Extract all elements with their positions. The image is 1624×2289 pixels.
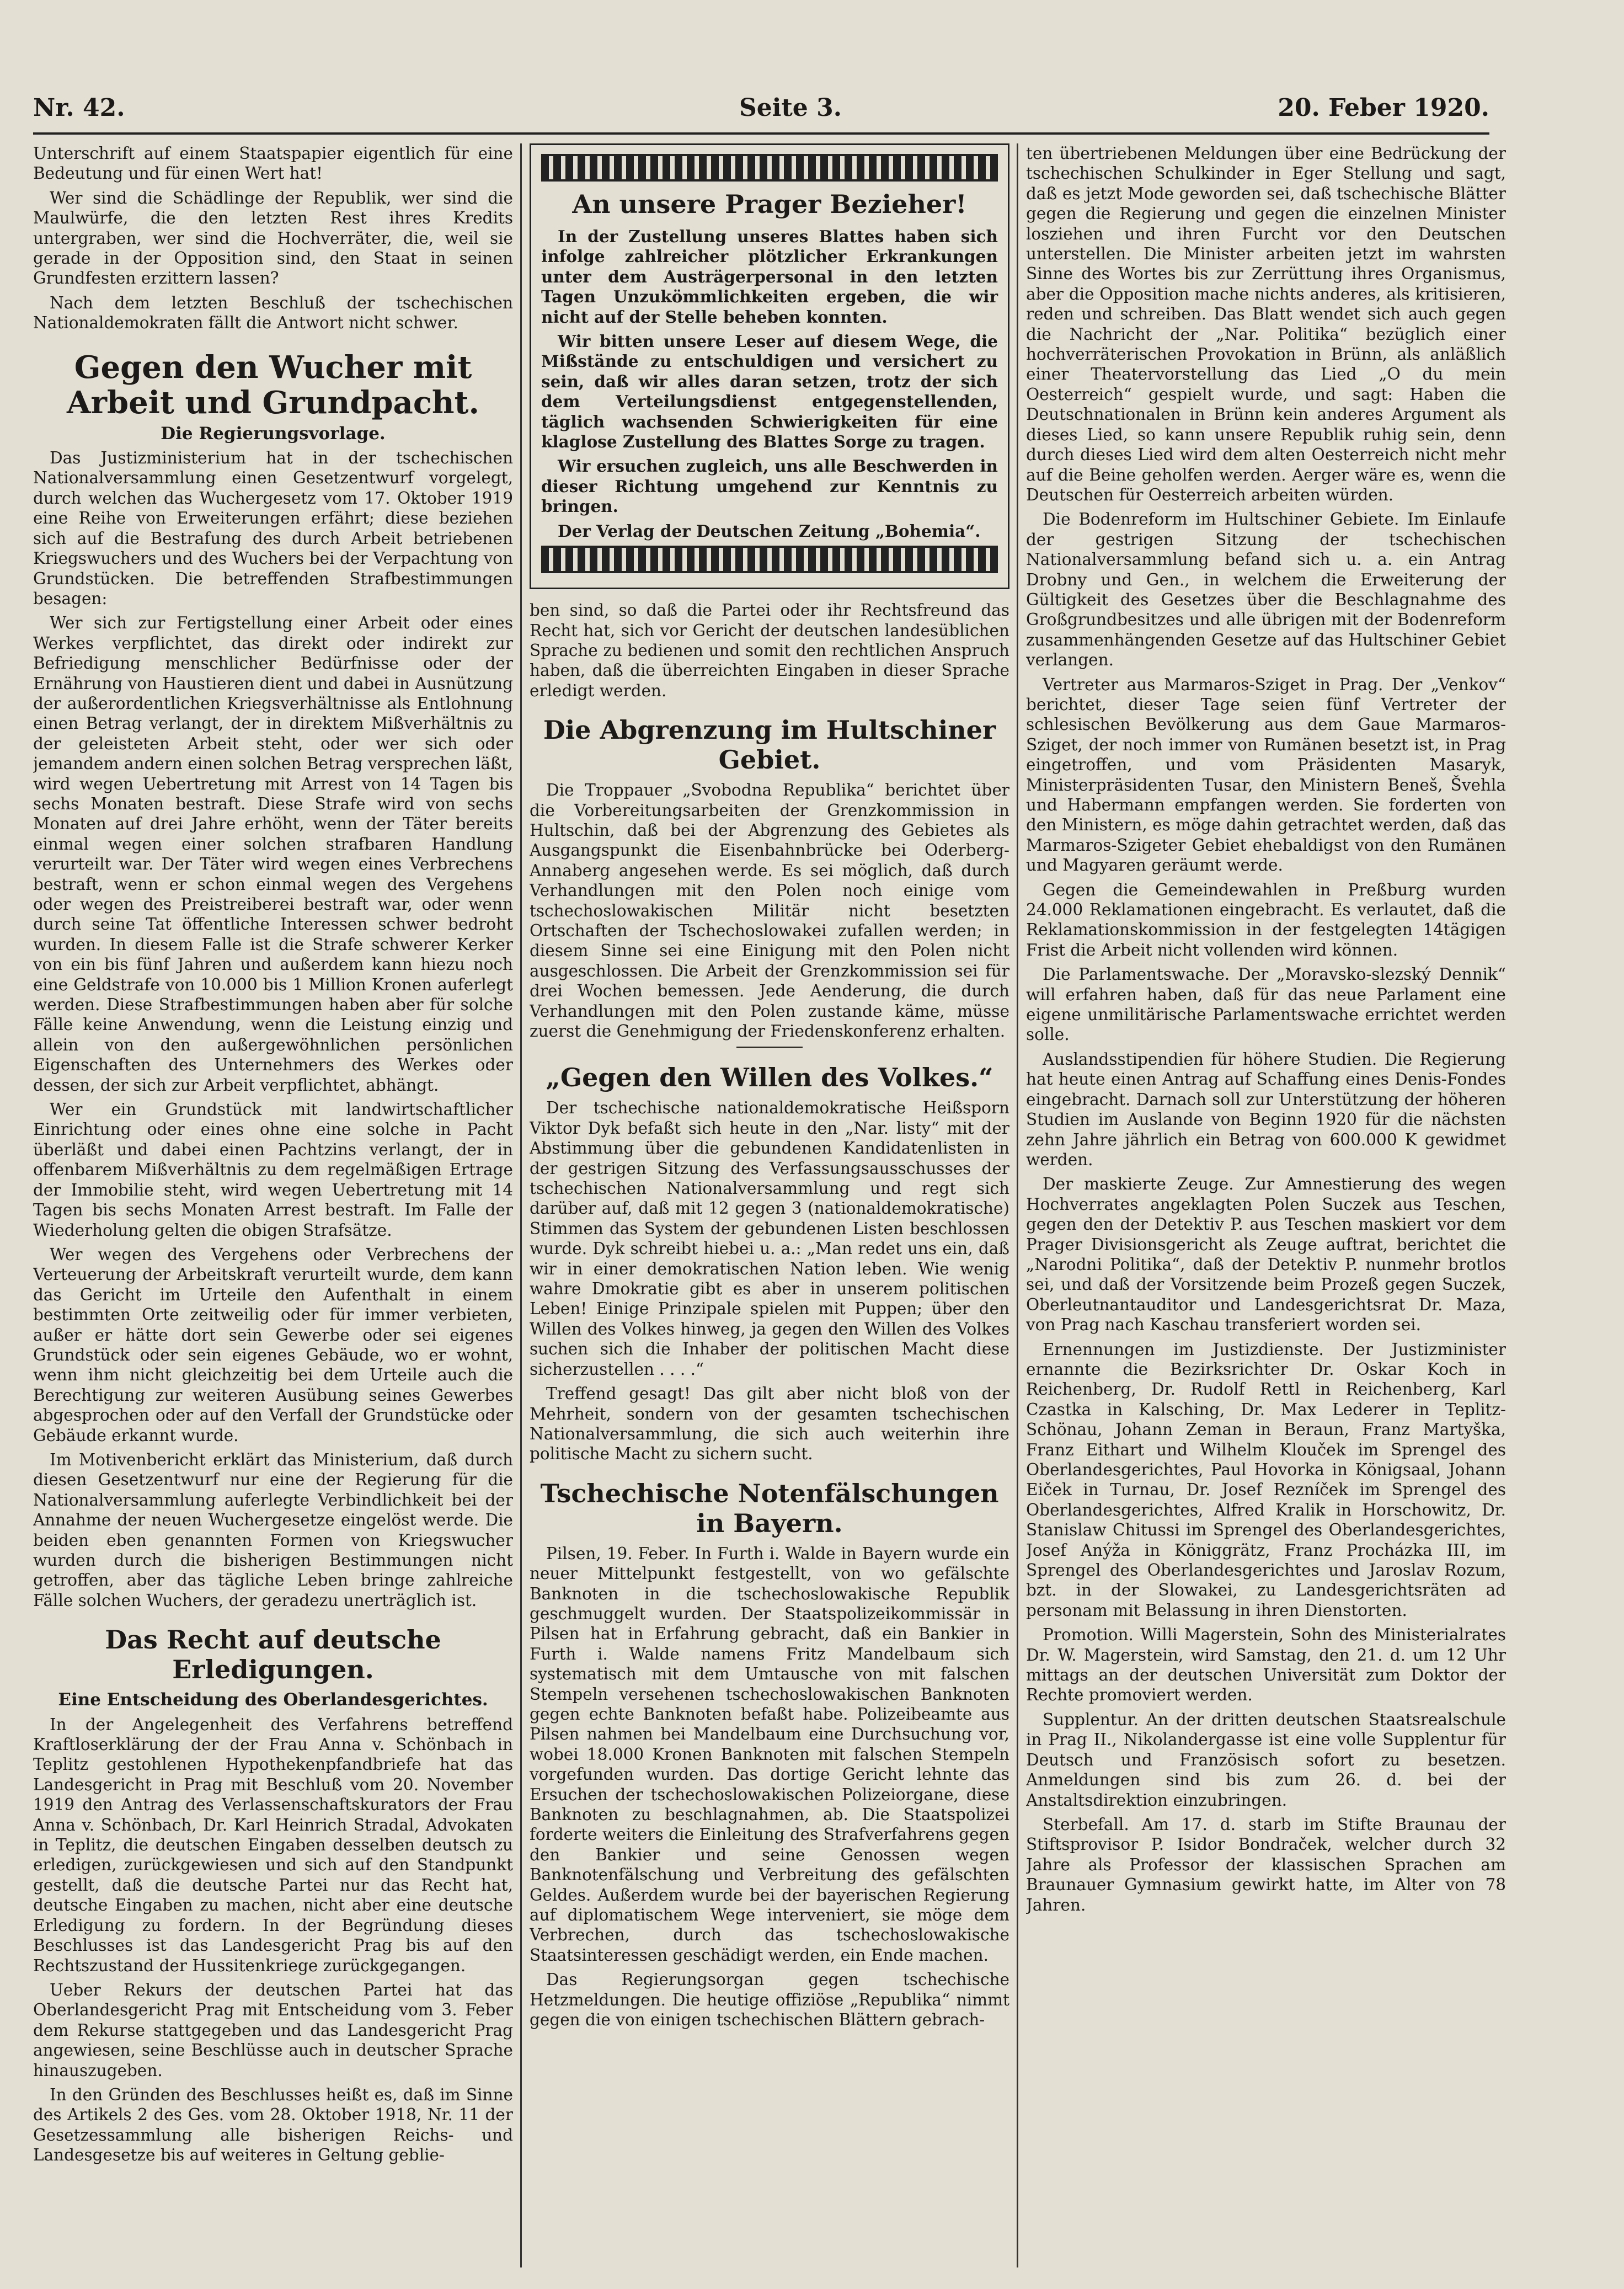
page-number: Seite 3.	[739, 94, 842, 122]
article-headline: „Gegen den Willen des Volkes.“	[546, 1063, 993, 1093]
paragraph: ben sind, so daß die Partei oder ihr Rechtsfreund das Recht hat, sich vor Gericht der deutschen landesüblichen Sprache zu bedienen und somit den rechtlichen Anspruch haben, daß die überreichten Eingaben in dieser Sprache erledigt werden.	[530, 601, 1009, 700]
paragraph: Wir bitten unsere Leser auf diesem Wege, die Mißstände zu entschuldigen und versichert zu sein, daß wir alles daran setzen, trotz der sich dem Verteilungsdienst entgegenstellenden, täglich wachsenden Schwierigkeiten für eine klaglose Zustellung des Blattes Sorge zu tragen.	[541, 332, 998, 452]
paragraph: Ueber Rekurs der deutschen Partei hat das Oberlandesgericht Prag mit Entscheidung vom 3. Feber dem Rekurse stattgegeben und das Landesgericht Prag angewiesen, seine Beschlüsse auch in deutscher Sprache hinauszugeben.	[33, 1980, 513, 2080]
paragraph: In der Zustellung unseres Blattes haben sich infolge zahlreicher plötzlicher Erkrankungen unter dem Austrägerpersonal in den letzten Tagen Unzukömmlichkeiten ergeben, die wir nicht auf der Stelle beheben konnten.	[541, 227, 998, 327]
paragraph: In den Gründen des Beschlusses heißt es, daß im Sinne des Artikels 2 des Ges. vom 28. Oktober 1918, Nr. 11 der Gesetzessammlung alle bisherigen Reichs- und Landesgesetze bis auf weiteres in Geltung geblie-	[33, 2085, 513, 2165]
article-headline: Tschechische Notenfälschungen in Bayern.	[540, 1478, 999, 1538]
issue-date: 20. Feber 1920.	[1278, 94, 1489, 122]
paragraph: Die Troppauer „Svobodna Republika“ berichtet über die Vorbereitungsarbeiten der Grenzkommission in Hultschin, daß bei der Abgrenzung des Gebietes als Ausgangspunkt die Eisenbahnbrücke bei Oderberg-Annaberg angesehen werde. Es sei möglich, daß durch Verhandlungen mit den Polen noch einige vom tschechoslowakischen Militär nicht besetzten Ortschaften der Tschechoslowakei zufallen werden; in diesem Sinne sei eine Einigung mit den Polen nicht ausgeschlossen. Die Arbeit der Grenzkommission sei für drei Wochen bemessen. Jede Aenderung, die durch Verhandlungen mit den Polen zustande käme, müsse zuerst die Genehmigung der Friedenskonferenz erhalten.	[530, 781, 1009, 1041]
paragraph: Das Justizministerium hat in der tschechischen Nationalversammlung einen Gesetzentwurf vorgelegt, durch welchen das Wuchergesetz vom 17. Oktober 1919 eine Reihe von Erweiterungen erfährt; diese beziehen sich auf die Bestrafung des durch Arbeit betriebenen Kriegswuchers und des Wuchers bei der Verpachtung von Grundstücken. Die betreffenden Strafbestimmungen besagen:	[33, 449, 513, 608]
news-item: Promotion. Willi Magerstein, Sohn des Ministerialrates Dr. W. Magerstein, wird Samstag, den 21. d. um 12 Uhr mittags an der deutschen Universität zum Doktor der Rechte promoviert werden.	[1026, 1625, 1506, 1705]
paragraph: Das Regierungsorgan gegen tschechische Hetzmeldungen. Die heutige offiziöse „Republika“ nimmt gegen die von einigen tschechischen Blättern gebrach-	[530, 1970, 1009, 2030]
news-item: Vertreter aus Marmaros-Sziget in Prag. Der „Venkov“ berichtet, dieser Tage seien fünf Vertreter der schlesischen Bevölkerung aus dem Gaue Marmaros-Sziget, der noch immer von Rumänen besetzt ist, in Prag eingetroffen, und vom Präsidenten Masaryk, Ministerpräsidenten Tusar, den Ministern Beneš, Švehla und Habermann empfangen werden. Sie forderten von den Ministern, es möge dahin getrachtet werden, daß das Marmaros-Szigeter Gebiet ehebaldigst von den Rumänen und Magyaren geräumt werde.	[1026, 675, 1506, 875]
column-divider	[1017, 143, 1018, 2267]
article-subheadline: Eine Entscheidung des Oberlandesgerichtes.	[58, 1690, 488, 1710]
paragraph: Wer ein Grundstück mit landwirtschaftlicher Einrichtung oder eines ohne eine solche in Pacht überläßt und dabei einen Pachtzins verlangt, der in offenbarem Mißverhältnis zu dem regelmäßigen Ertrage der Immobilie steht, wird wegen Uebertretung mit 14 Tagen bis sechs Monaten Arrest bestraft. Im Falle der Wiederholung gelten die obigen Strafsätze.	[33, 1100, 513, 1240]
paragraph: Wer sind die Schädlinge der Republik, wer sind die Maulwürfe, die den letzten Rest ihres Kredits untergraben, wer sind die Hochverräter, die, weil sie gerade in der Opposition sind, den Staat in seinen Grundfesten erzittern lassen?	[33, 188, 513, 288]
article-headline: Gegen den Wucher mit Arbeit und Grundpacht.	[67, 349, 479, 421]
paragraph: Nach dem letzten Beschluß der tschechischen Nationaldemokraten fällt die Antwort nicht schwer.	[33, 293, 513, 333]
news-item: Die Bodenreform im Hultschiner Gebiete. Im Einlaufe der gestrigen Sitzung der tschechischen Nationalversammlung befand sich u. a. ein Antrag Drobny und Gen., in welchem die Erweiterung der Gültigkeit des Gesetzes über die Beschlagnahme des Großgrundbesitzes und alle übrigen mit der Bodenreform zusammenhängenden Gesetze auf das Hultschiner Gebiet verlangen.	[1026, 510, 1506, 670]
ornament-border	[541, 154, 998, 182]
paragraph: Wer wegen des Vergehens oder Verbrechens der Verteuerung der Arbeitskraft verurteilt wurde, dem kann das Gericht im Urteile den Aufenthalt in einem bestimmten Orte zeitweilig oder für immer verbieten, außer er hätte dort sein Gewerbe oder sei eigenes Grundstück oder sein eigenes Gebäude, wo er wohnt, wenn ihm nicht gleichzeitig bei dem Urteile auch die Berechtigung zur weiteren Ausübung seines Gewerbes abgesprochen oder auf den Verfall der Grundstücke oder Gebäude erkannt wurde.	[33, 1245, 513, 1445]
article-headline: Die Abgrenzung im Hultschiner Gebiet.	[543, 715, 996, 775]
paragraph: Wer sich zur Fertigstellung einer Arbeit oder eines Werkes verpflichtet, das direkt oder indirekt zur Befriedigung menschlicher Bedürfnisse oder der Ernährung von Haustieren dient und dabei in Ausnützung der außerordentlichen Kriegsverhältnisse als Entlohnung einen Betrag verlangt, der in direktem Mißverhältnis zu der geleisteten Arbeit steht, oder wer sich oder jemandem andern einen solchen Betrag versprechen läßt, wird wegen Uebertretung mit Arrest von 14 Tagen bis sechs Monaten bestraft. Diese Strafe wird von sechs Monaten auf drei Jahre erhöht, wenn der Täter bereits einmal wegen einer solchen strafbaren Handlung verurteilt war. Der Täter wird wegen eines Verbrechens bestraft, wenn er schon einmal wegen des Vergehens oder wegen des Preistreiberei bestraft war, oder wenn durch seine Tat öffentliche Interessen schwer bedroht wurden. In diesem Falle ist die Strafe schwerer Kerker von ein bis fünf Jahren und außerdem kann hiezu noch eine Geldstrafe von 10.000 bis 1 Million Kronen auferlegt werden. Diese Strafbestimmungen haben aber für solche Fälle keine Anwendung, wenn die Leistung einzig und allein von den außergewöhnlichen persönlichen Eigenschaften des Unternehmers des Werkes oder dessen, der sich zur Arbeit verpflichtet, abhängt.	[33, 613, 513, 1095]
issue-number: Nr. 42.	[33, 94, 125, 122]
paragraph: Wir ersuchen zugleich, uns alle Beschwerden in dieser Richtung umgehend zur Kenntnis zu bringen.	[541, 456, 998, 516]
news-item: Auslandsstipendien für höhere Studien. Die Regierung hat heute einen Antrag auf Schaffung eines Denis-Fondes eingebracht. Darnach soll zur Unterstützung der höheren Studien im Auslande von Beginn 1920 für die nächsten zehn Jahre jährlich ein Betrag von 600.000 K gewidmet werden.	[1026, 1049, 1506, 1169]
column-3	[1026, 143, 1506, 2273]
article-subheadline: Die Regierungsvorlage.	[161, 423, 386, 444]
news-item: Gegen die Gemeindewahlen in Preßburg wurden 24.000 Reklamationen eingebracht. Es verlautet, daß die Reklamationskommission in der festgelegten 14tägigen Frist die Arbeit nicht vollenden wird können.	[1026, 880, 1506, 959]
paragraph: Unterschrift auf einem Staatspapier eigentlich für eine Bedeutung und für einen Wert hat!	[33, 144, 513, 183]
news-item: Sterbefall. Am 17. d. starb im Stifte Braunau der Stiftsprovisor P. Isidor Bondraček, welcher durch 32 Jahre als Professor der klassischen Sprachen am Braunauer Gymnasium gewirkt hatte, im Alter von 78 Jahren.	[1026, 1815, 1506, 1914]
paragraph: Pilsen, 19. Feber. In Furth i. Walde in Bayern wurde ein neuer Mittelpunkt festgestellt, von wo gefälschte Banknoten in die tschechoslowakische Republik geschmuggelt wurden. Der Staatspolizeikommissär in Pilsen hat in Erfahrung gebracht, daß ein Bankier in Furth i. Walde namens Fritz Mandelbaum sich systematisch mit dem Umtausche von mit falschen Stempeln versehenen tschechoslowakischen Banknoten gegen echte Banknoten befaßt habe. Polizeibeamte aus Pilsen nahmen bei Mandelbaum eine Durchsuchung vor, wobei 18.000 Kronen Banknoten mit falschen Stempeln vorgefunden wurden. Das dortige Gericht lehnte das Ersuchen der tschechoslowakischen Polizeiorgane, diese Banknoten zu beschlagnahmen, ab. Die Staatspolizei forderte weiters die Einleitung des Strafverfahrens gegen den Bankier und seine Genossen wegen Banknotenfälschung und Verbreitung des gefälschten Geldes. Außerdem wurde bei der bayerischen Regierung auf diplomatischem Wege interveniert, sie möge dem Verbrechen, durch das tschechoslowakische Staatsinteressen geschädigt werden, ein Ende machen.	[530, 1544, 1009, 1965]
news-item: Der maskierte Zeuge. Zur Amnestierung des wegen Hochverrates angeklagten Polen Suczek aus Teschen, gegen den der Detektiv P. aus Teschen maskiert vor dem Prager Divisionsgericht als Zeuge auftrat, berichtet die „Narodni Politika“, daß der Detektiv P. nunmehr brotlos sei, und daß der Vorsitzende beim Prozeß gegen Suczek, Oberleutnantauditor und Landesgerichtsrat Dr. Maza, von Prag nach Kaschau transferiert worden sei.	[1026, 1175, 1506, 1335]
column-1	[33, 143, 513, 2273]
news-item: Die Parlamentswache. Der „Moravsko-slezský Dennik“ will erfahren haben, daß für das neue Parlament eine eigene unmilitärische Parlamentswache errichtet werden solle.	[1026, 965, 1506, 1044]
news-item: Supplentur. An der dritten deutschen Staatsrealschule in Prag II., Nikolandergasse ist eine volle Supplentur für Deutsch und Französisch sofort zu besetzen. Anmeldungen sind bis zum 26. d. bei der Anstaltsdirektion einzubringen.	[1026, 1710, 1506, 1810]
notice-box	[530, 143, 1009, 589]
header-rule	[33, 132, 1489, 135]
article-headline: Das Recht auf deutsche Erledigungen.	[105, 1625, 441, 1685]
separator	[736, 1047, 803, 1048]
news-item: Ernennungen im Justizdienste. Der Justizminister ernannte die Bezirksrichter Dr. Oskar Koch in Reichenberg, Dr. Rudolf Rettl in Reichenberg, Karl Czastka in Kalsching, Dr. Max Lederer in Teplitz-Schönau, Johann Zeman in Beraun, Franz Martyška, Franz Eithart und Wilhelm Klouček im Sprengel des Oberlandesgerichtes, Paul Hovorka in Königsaal, Johann Eiček in Turnau, Dr. Josef Rezníček im Sprengel des Oberlandesgerichtes, Alfred Kralik in Horschowitz, Dr. Stanislaw Chitussi im Sprengel des Oberlandesgerichtes, Josef Anýža in Königgrätz, Franz Procházka III, im Sprengel des Oberlandesgerichtes und Jaroslav Rozum, bzt. in der Slowakei, zu Landesgerichtsräten ad personam mit Belassung in ihren Dienstorten.	[1026, 1340, 1506, 1620]
column-2	[530, 143, 1009, 2273]
page-header	[33, 88, 1489, 127]
paragraph: In der Angelegenheit des Verfahrens betreffend Kraftloserklärung der der Frau Anna v. Schönbach in Teplitz gestohlenen Hypothekenpfandbriefe hat das Landesgericht in Prag mit Beschluß vom 20. November 1919 den Antrag des Verlassenschaftskurators der Frau Anna v. Schönbach, Dr. Karl Heinrich Stradal, Advokaten in Teplitz, die deutschen Eingaben desselben deutsch zu erledigen, zurückgewiesen und sich auf den Standpunkt gestellt, daß die deutsche Partei nur das Recht hat, deutsche Eingaben zu machen, nicht aber eine deutsche Erledigung zu fordern. In der Begründung dieses Beschlusses ist das Landesgericht Prag bis auf den Rechtszustand der Hussitenkriege zurückgegangen.	[33, 1715, 513, 1975]
ornament-border	[541, 546, 998, 573]
paragraph: ten übertriebenen Meldungen über eine Bedrückung der tschechischen Schulkinder in Eger Stellung und sagt, daß es jetzt Mode geworden sei, daß tschechische Blätter gegen die Regierung und gegen die einzelnen Minister losziehen und ihren Furcht vor den Deutschen unterstellen. Die Minister arbeiten jetzt im wahrsten Sinne des Wortes bis zur Zerrüttung ihres Organismus, aber die Opposition mache nichts anderes, als kritisieren, reden und schreiben. Das Blatt wendet sich auch gegen die Nachricht der „Nar. Politika“ bezüglich einer hochverräterischen Provokation in Brünn, als anläßlich einer Theatervorstellung das Lied „O du mein Oesterreich“ gespielt wurde, und sagt: Haben die Deutschnationalen in Brünn kein anderes Argument als dieses Lied, so kann unsere Republik ruhig sein, denn durch dieses Lied wird dem alten Oesterreich nicht mehr auf die Beine geholfen werden. Aerger wäre es, wenn die Deutschen für Oesterreich arbeiten würden.	[1026, 144, 1506, 504]
column-divider	[520, 143, 522, 2267]
notice-signature: Der Verlag der Deutschen Zeitung „Bohemia“.	[558, 521, 981, 541]
paragraph: Der tschechische nationaldemokratische Heißsporn Viktor Dyk befaßt sich heute in den „Nar. listy“ mit der Abstimmung über die gebundenen Kandidatenlisten in der gestrigen Sitzung des Verfassungsausschusses der tschechischen Nationalversammlung und regt sich darüber auf, daß mit 12 gegen 3 (nationaldemokratische) Stimmen das System der gebundenen Listen beschlossen wurde. Dyk schreibt hiebei u. a.: „Man redet uns ein, daß wir in einer demokratischen Nation leben. Wie wenig wahre Dmokratie gibt es aber in unserem politischen Leben! Einige Prinzipale spielen mit Puppen; über den Willen des Volkes hinweg, ja gegen den Willen des Volkes suchen sich die Inhaber der politischen Macht diese sicherzustellen . . . .“	[530, 1098, 1009, 1379]
paragraph: Treffend gesagt! Das gilt aber nicht bloß von der Mehrheit, sondern von der gesamten tschechischen Nationalversammlung, die sich auch weiterhin ihre politische Macht zu sichern sucht.	[530, 1384, 1009, 1464]
paragraph: Im Motivenbericht erklärt das Ministerium, daß durch diesen Gesetzentwurf nur eine der Regierung für die Nationalversammlung auferlegte Verbindlichkeit bei der Annahme der neuen Wuchergesetze eingelöst werde. Die beiden eben genannten Formen von Kriegswucher wurden durch die bisherigen Bestimmungen nicht getroffen, aber das tägliche Leben bringe zahlreiche Fälle solchen Wuchers, der geradezu unerträglich ist.	[33, 1450, 513, 1610]
notice-headline: An unsere Prager Bezieher!	[572, 189, 967, 219]
